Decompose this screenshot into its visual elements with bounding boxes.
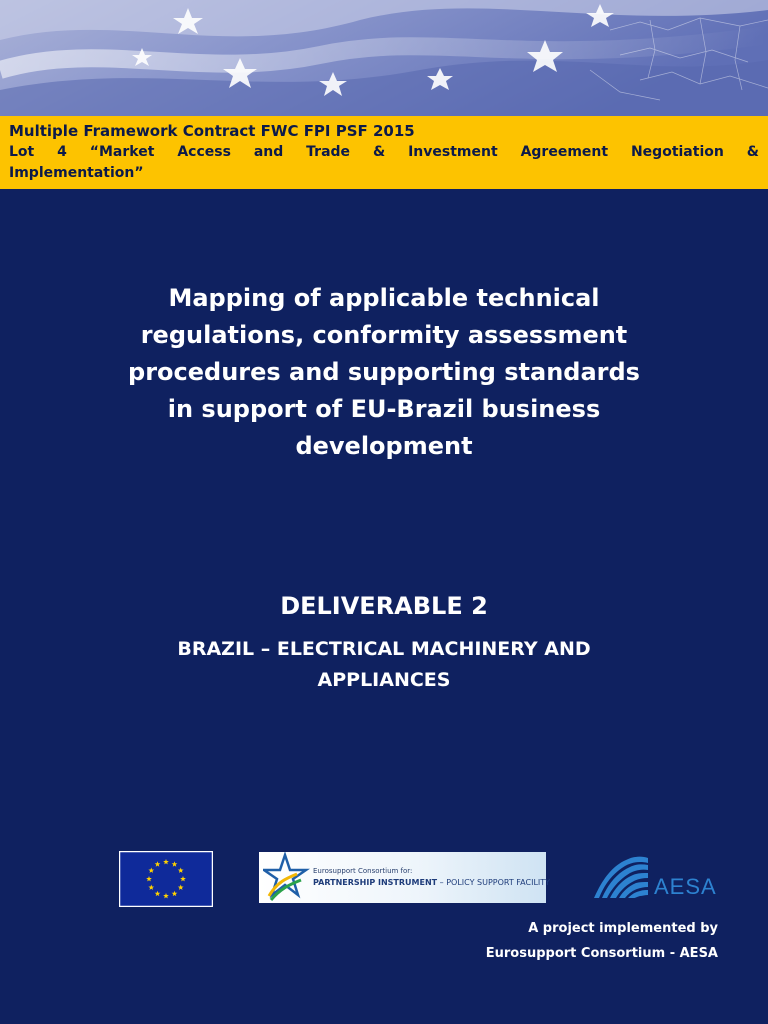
- lot-word: &: [746, 144, 759, 160]
- lot-line: [9, 141, 759, 163]
- contract-header-band: [0, 116, 768, 189]
- implementer-name: Eurosupport Consortium - AESA: [485, 946, 718, 961]
- consortium-line2: [313, 878, 550, 887]
- lot-word: “Market: [89, 144, 155, 160]
- lot-word: &: [372, 144, 386, 160]
- aesa-logo: [592, 852, 718, 904]
- eurosupport-consortium-logo: [259, 852, 551, 903]
- lot-line-end: Implementation”: [9, 165, 144, 181]
- document-title: Mapping of applicable technical regulations, conformity assessment procedures and supporting standards in support of EU-Brazil business development: [128, 284, 640, 460]
- deliverable-subtitle: BRAZIL – ELECTRICAL MACHINERY AND APPLIANCES: [177, 638, 591, 691]
- lot-word: and: [253, 144, 284, 160]
- consortium-line2-bold: PARTNERSHIP INSTRUMENT: [313, 878, 438, 887]
- contract-line: Multiple Framework Contract FWC FPI PSF 2015: [9, 122, 415, 140]
- lot-word: Access: [177, 144, 231, 160]
- flag-banner-graphic: [0, 0, 768, 116]
- lot-word: Trade: [306, 144, 351, 160]
- lot-word: 4: [57, 144, 67, 160]
- consortium-line1: Eurosupport Consortium for:: [313, 867, 413, 875]
- consortium-star-icon: [263, 852, 313, 903]
- lot-word: Investment: [408, 144, 498, 160]
- lot-word: Lot: [9, 144, 35, 160]
- deliverable-heading: DELIVERABLE 2: [280, 592, 488, 620]
- consortium-line2-rest: – POLICY SUPPORT FACILITY: [437, 878, 551, 887]
- lot-word: Agreement: [520, 144, 609, 160]
- implemented-by-label: A project implemented by: [528, 921, 718, 936]
- lot-word: Negotiation: [630, 144, 724, 160]
- eu-flag-logo: [119, 851, 213, 907]
- eu-flag-banner: [0, 0, 768, 116]
- aesa-waves-icon: [592, 852, 652, 902]
- eu-stars-icon: [119, 851, 213, 907]
- aesa-wordmark: AESA: [654, 874, 717, 899]
